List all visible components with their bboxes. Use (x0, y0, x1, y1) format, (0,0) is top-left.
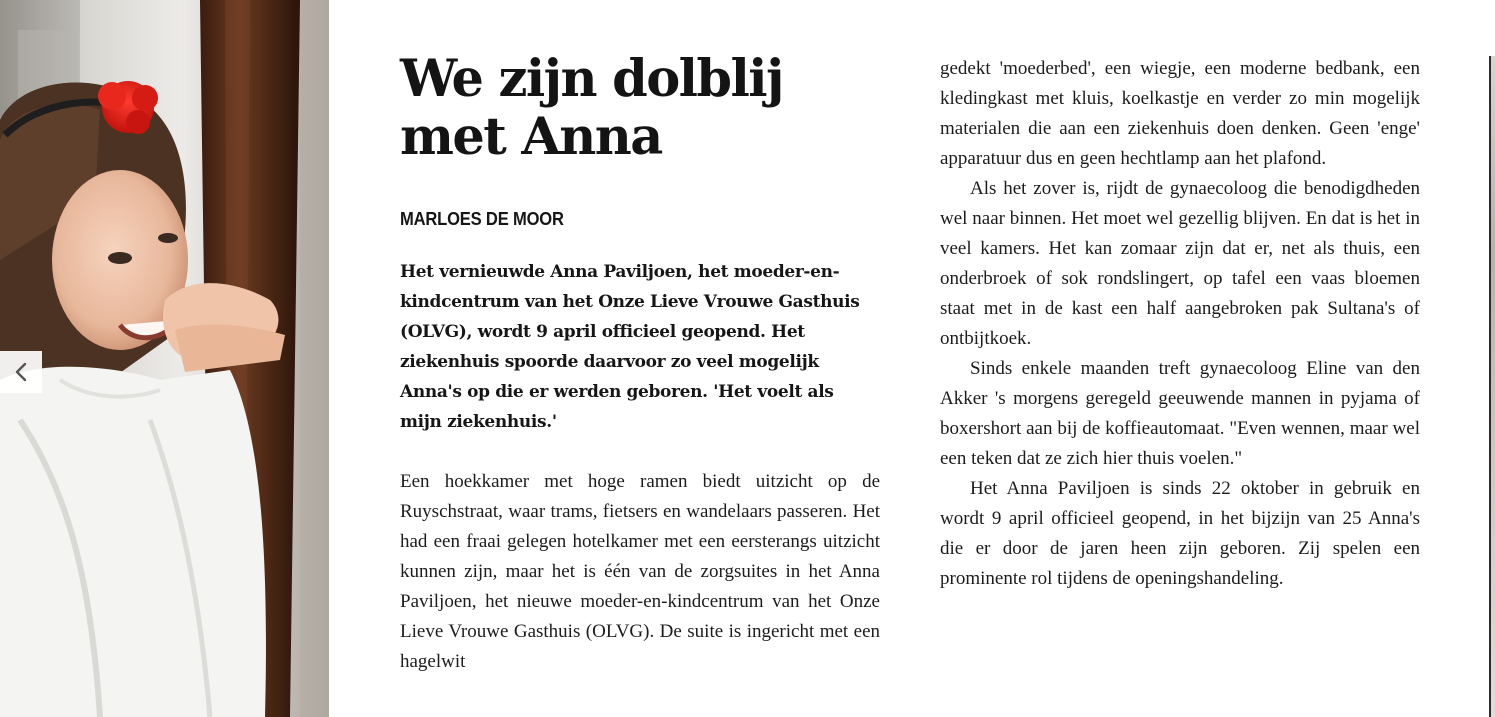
headline-line-2: met Anna (400, 107, 662, 167)
body-paragraph-3: Als het zover is, rijdt de gynaecoloog die benodigdheden wel naar binnen. Het moet wel gezellig blijven. En dat is het in veel kamers. Het kan zomaar zijn dat er, net als thuis, een onderbroek of sok rondslingert, op tafel een vaas bloemen staat met in de kast een half aangebroken pak Sultana's of ontbijtkoek. (940, 178, 1420, 349)
article-headline (400, 50, 860, 166)
headline-line-1: We zijn dolblij (400, 49, 783, 109)
body-paragraph-5: Het Anna Paviljoen is sinds 22 oktober in gebruik en wordt 9 april officieel geopend, in het bijzijn van 25 Anna's die er door de jaren heen zijn geboren. Zij spelen een prominente rol tijdens de openingshandeling. (940, 478, 1420, 589)
article-intro: Het vernieuwde Anna Paviljoen, het moeder-en-kindcentrum van het Onze Lieve Vrouwe Gasthuis (OLVG), wordt 9 april officieel geopend. Het ziekenhuis spoorde daarvoor zo veel mogelijk Anna's op die er werden geboren. 'Het voelt als mijn ziekenhuis.' (400, 262, 860, 432)
gallery-prev-button[interactable] (0, 351, 42, 393)
article-photo (0, 0, 329, 717)
next-page-edge (1489, 56, 1495, 717)
chevron-left-icon (14, 362, 28, 382)
body-paragraph-4: Sinds enkele maanden treft gynaecoloog Eline van den Akker 's morgens geregeld geeuwende mannen in pyjama of boxershort aan bij de koffieautomaat. "Even wennen, maar wel een teken dat ze zich hier thuis voelen." (940, 358, 1420, 469)
article-column-2 (940, 54, 1420, 594)
body-paragraph-2: gedekt 'moederbed', een wiegje, een moderne bedbank, een kledingkast met kluis, koelkastje en verder zo min mogelijk materialen die aan een ziekenhuis doen denken. Geen 'enge' apparatuur dus en geen hechtlamp aan het plafond. (940, 58, 1420, 169)
body-paragraph-1: Een hoekkamer met hoge ramen biedt uitzicht op de Ruyschstraat, waar trams, fietsers en wandelaars passeren. Het had een fraai gelegen hotelkamer met een eersterangs uitzicht kunnen zijn, maar het is één van de zorgsuites in het Anna Paviljoen, het nieuwe moeder-en-kindcentrum van het Onze Lieve Vrouwe Gasthuis (OLVG). De suite is ingericht met een hagelwit (400, 471, 880, 672)
article-column-1 (400, 50, 880, 677)
article-body-col1 (400, 467, 880, 677)
article-byline: MARLOES DE MOOR (400, 209, 564, 229)
article-body-col2 (940, 54, 1420, 594)
photo-girl-illustration (0, 0, 329, 717)
